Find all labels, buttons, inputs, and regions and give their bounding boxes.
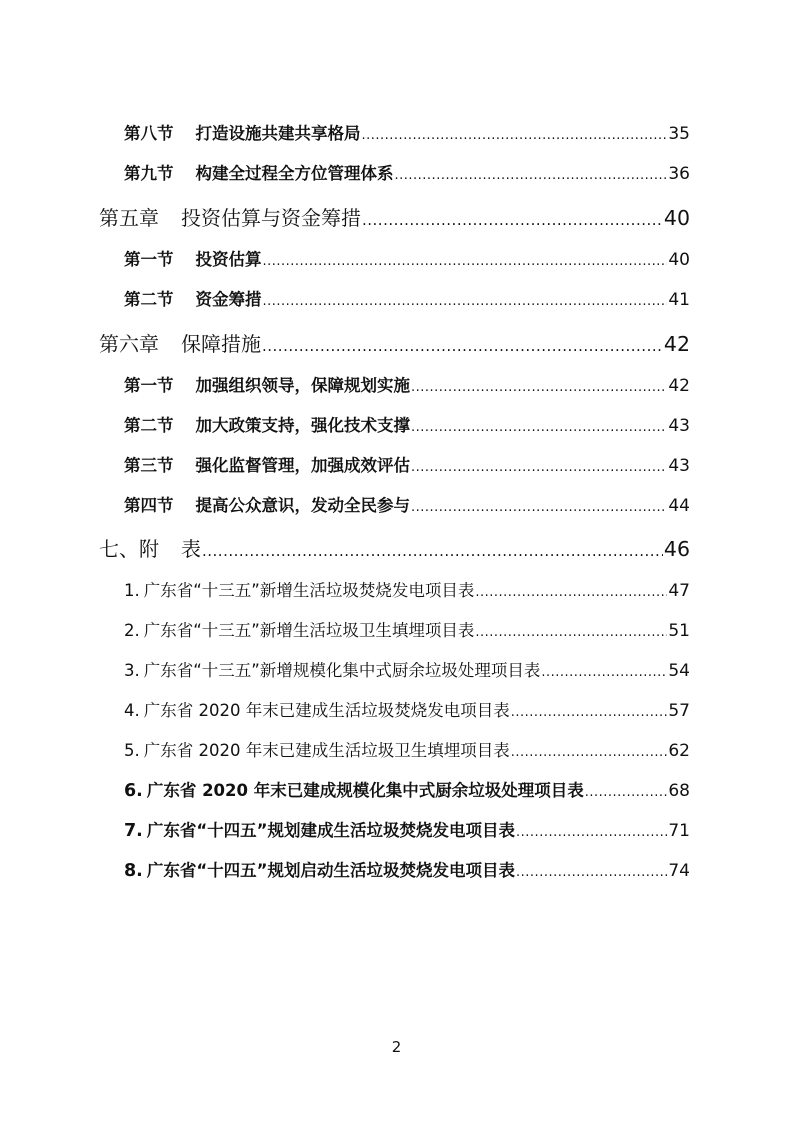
toc-leader-dots <box>411 380 667 395</box>
toc-entry[interactable] <box>124 452 690 478</box>
toc-entry-page: 51 <box>668 621 690 641</box>
toc-entry-page: 42 <box>668 376 690 396</box>
toc-entry-label <box>124 737 510 761</box>
toc-entry-label <box>124 412 410 436</box>
toc-leader-dots <box>395 168 668 183</box>
toc-entry[interactable] <box>124 372 690 398</box>
toc-entry-title: 投资估算 <box>195 250 262 269</box>
toc-entry-number: 第一节 <box>124 376 174 395</box>
toc-entry-index: 6. <box>124 781 143 801</box>
toc-entry-number: 第二节 <box>124 416 174 435</box>
toc-entry-title: 广东省“十三五”新增规模化集中式厨余垃圾处理项目表 <box>143 661 541 680</box>
toc-leader-dots <box>585 785 668 800</box>
toc-entry-number: 第五章 <box>99 206 159 230</box>
toc-entry-title: 广东省 2020 年末已建成生活垃圾焚烧发电项目表 <box>143 701 510 720</box>
toc-entry-title: 投资估算与资金筹措 <box>181 206 361 230</box>
toc-entry[interactable] <box>99 533 690 563</box>
toc-entry-label <box>124 777 584 801</box>
toc-leader-dots <box>411 420 667 435</box>
toc-leader-dots <box>263 254 668 269</box>
toc-entry-title: 广东省 2020 年末已建成规模化集中式厨余垃圾处理项目表 <box>146 781 584 800</box>
toc-entry[interactable] <box>124 617 690 643</box>
toc-entry-label <box>124 452 410 476</box>
toc-entry-page: 68 <box>668 781 690 801</box>
toc-entry-page: 46 <box>663 537 690 561</box>
toc-entry-page: 54 <box>668 661 690 681</box>
toc-entry-index: 3. <box>124 661 140 680</box>
toc-leader-dots <box>263 294 668 309</box>
toc-entry[interactable] <box>124 120 690 146</box>
toc-entry-label <box>124 617 474 641</box>
toc-entry[interactable] <box>124 657 690 683</box>
toc-entry[interactable] <box>124 160 690 186</box>
toc-entry-title: 资金筹措 <box>195 290 262 309</box>
toc-entry-label <box>124 857 515 881</box>
toc-entry[interactable] <box>124 817 690 843</box>
toc-entry-label <box>124 697 510 721</box>
toc-entry-page: 40 <box>663 206 690 230</box>
toc-entry-index: 2. <box>124 621 140 640</box>
toc-entry-index: 5. <box>124 741 140 760</box>
toc-leader-dots <box>202 542 663 560</box>
toc-entry-page: 43 <box>668 416 690 436</box>
page-number: 2 <box>391 1038 402 1056</box>
toc-entry[interactable] <box>124 286 690 312</box>
toc-entry-label <box>99 202 361 231</box>
toc-entry-page: 42 <box>663 332 690 356</box>
toc-leader-dots <box>475 625 667 640</box>
toc-entry-title: 构建全过程全方位管理体系 <box>195 164 394 183</box>
toc-entry-title: 提高公众意识，发动全民参与 <box>195 496 410 515</box>
toc-entry-label <box>99 328 261 357</box>
toc-entry-index: 1. <box>124 581 140 600</box>
toc-leader-dots <box>475 585 667 600</box>
toc-entry[interactable] <box>124 492 690 518</box>
toc-entry-title: 加大政策支持，强化技术支撑 <box>195 416 410 435</box>
toc-entry-label <box>124 492 410 516</box>
toc-entry-label <box>124 120 361 144</box>
toc-entry-label <box>124 160 394 184</box>
toc-entry-label <box>124 246 262 270</box>
toc-entry-label <box>124 577 474 601</box>
toc-entry-label <box>124 286 262 310</box>
toc-leader-dots <box>516 865 667 880</box>
toc-leader-dots <box>516 825 667 840</box>
toc-entry-page: 44 <box>668 496 690 516</box>
toc-entry-label <box>124 372 410 396</box>
toc-entry[interactable] <box>99 328 690 358</box>
toc-entry-title: 强化监督管理，加强成效评估 <box>195 456 410 475</box>
toc-leader-dots <box>411 460 667 475</box>
toc-entry-title: 打造设施共建共享格局 <box>195 124 361 143</box>
toc-entry[interactable] <box>124 737 690 763</box>
toc-entry-label <box>99 533 201 562</box>
toc-entry-number: 第二节 <box>124 290 174 309</box>
toc-leader-dots <box>262 337 663 355</box>
toc-entry[interactable] <box>124 697 690 723</box>
toc-entry-title: 表 <box>181 537 201 561</box>
toc-entry-title: 加强组织领导，保障规划实施 <box>195 376 410 395</box>
toc-entry-title: 保障措施 <box>181 332 261 356</box>
toc-entry-title: 广东省“十三五”新增生活垃圾卫生填埋项目表 <box>143 621 475 640</box>
toc-entry-title: 广东省 2020 年末已建成生活垃圾卫生填埋项目表 <box>143 741 510 760</box>
toc-entry-page: 43 <box>668 456 690 476</box>
toc-entry-number: 第四节 <box>124 496 174 515</box>
toc-entry[interactable] <box>99 202 690 232</box>
toc-entry-page: 47 <box>668 581 690 601</box>
toc-entry-page: 71 <box>668 821 690 841</box>
toc-entry-page: 57 <box>668 701 690 721</box>
toc-entry-label <box>124 657 540 681</box>
toc-entry-number: 第六章 <box>99 332 159 356</box>
toc-entry-page: 35 <box>668 124 690 144</box>
toc-entry-number: 七、附 <box>99 537 159 561</box>
toc-entry[interactable] <box>124 246 690 272</box>
toc-entry-page: 36 <box>668 164 690 184</box>
toc-entry-number: 第九节 <box>124 164 174 183</box>
toc-entry-page: 40 <box>668 250 690 270</box>
toc-entry-number: 第一节 <box>124 250 174 269</box>
toc-leader-dots <box>541 665 667 680</box>
toc-entry-number: 第八节 <box>124 124 174 143</box>
toc-leader-dots <box>511 745 668 760</box>
toc-entry-index: 8. <box>124 861 143 881</box>
toc-entry-title: 广东省“十四五”规划启动生活垃圾焚烧发电项目表 <box>146 861 516 880</box>
toc-entry-page: 62 <box>668 741 690 761</box>
toc-entry[interactable] <box>124 777 690 803</box>
toc-entry-number: 第三节 <box>124 456 174 475</box>
toc-entry-label <box>124 817 515 841</box>
toc-entry-page: 74 <box>668 861 690 881</box>
toc-leader-dots <box>511 705 668 720</box>
toc-entry-page: 41 <box>668 290 690 310</box>
toc-leader-dots <box>362 211 663 229</box>
toc-entry-title: 广东省“十四五”规划建成生活垃圾焚烧发电项目表 <box>146 821 516 840</box>
toc-leader-dots <box>362 128 668 143</box>
toc-leader-dots <box>411 500 667 515</box>
toc-entry[interactable] <box>124 412 690 438</box>
toc-entry-title: 广东省“十三五”新增生活垃圾焚烧发电项目表 <box>143 581 475 600</box>
toc-entry-index: 4. <box>124 701 140 720</box>
toc-entry[interactable] <box>124 857 690 883</box>
toc-entry[interactable] <box>124 577 690 603</box>
toc-entry-index: 7. <box>124 821 143 841</box>
